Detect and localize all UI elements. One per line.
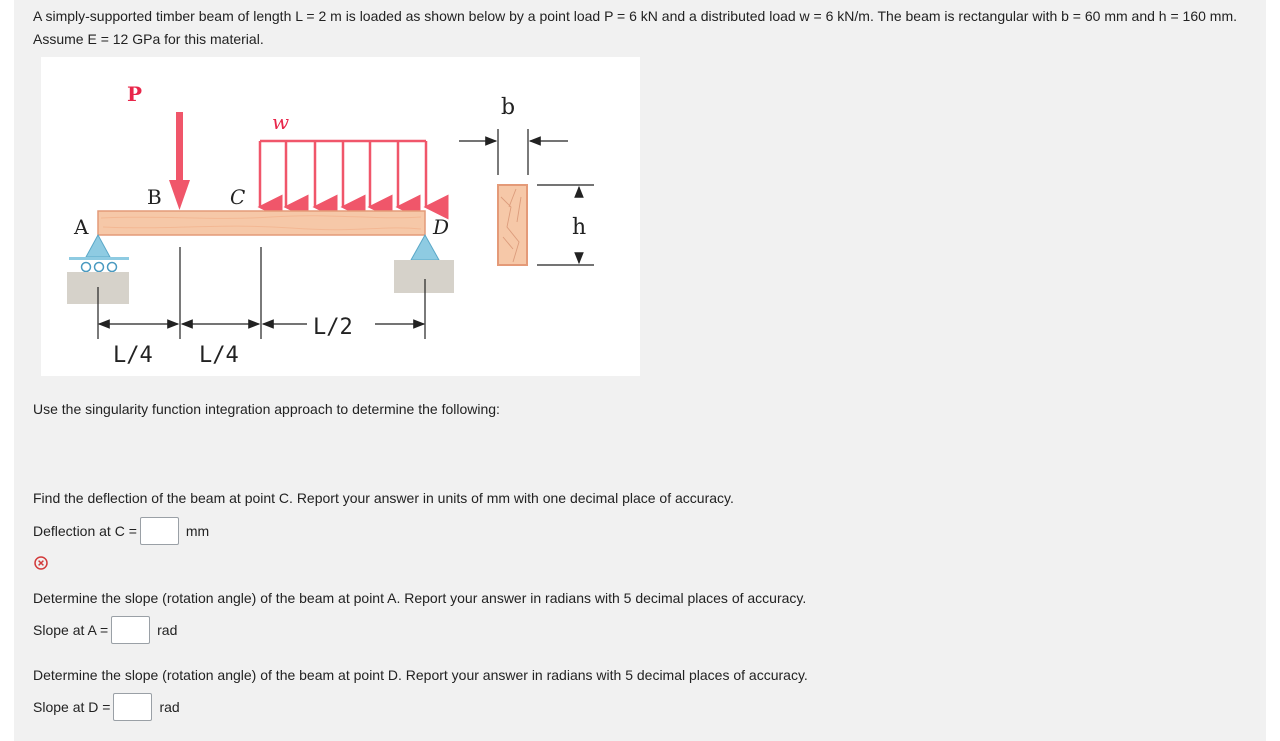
dimension-lines: [98, 247, 425, 339]
timber-beam: [98, 211, 425, 235]
label-h: h: [572, 215, 587, 240]
label-b: b: [501, 95, 516, 120]
label-P: P: [127, 82, 143, 106]
slope-a-input[interactable]: [111, 616, 150, 644]
label-B: B: [147, 185, 162, 209]
dim-label-AB: L/4: [113, 343, 153, 368]
instruction-text: Use the singularity function integration approach to determine the following:: [33, 401, 500, 417]
point-load-arrow: [169, 112, 190, 210]
beam-figure: [41, 57, 640, 376]
part1-label: Deflection at C =: [33, 523, 137, 539]
part2-unit: rad: [157, 622, 178, 638]
part3-unit: rad: [159, 699, 180, 715]
part2-prompt: Determine the slope (rotation angle) of the beam at point A. Report your answer in radians with 5 decimal places of accuracy.: [33, 590, 807, 606]
part3-answer-row: [33, 691, 180, 723]
dim-label-BC: L/4: [199, 343, 239, 368]
dim-label-CD: L/2: [313, 315, 353, 340]
part3-prompt: Determine the slope (rotation angle) of the beam at point D. Report your answer in radians with 5 decimal places of accuracy.: [33, 667, 808, 683]
label-w: w: [272, 110, 290, 134]
part3-label: Slope at D =: [33, 699, 111, 715]
part2-answer-row: [33, 614, 177, 646]
label-A: A: [74, 215, 89, 239]
beam-diagram: [41, 57, 640, 376]
cross-section: [498, 185, 527, 265]
deflection-c-input[interactable]: [140, 517, 179, 545]
distributed-load: [260, 141, 426, 207]
width-dimension: [459, 129, 568, 175]
problem-statement: A simply-supported timber beam of length L = 2 m is loaded as shown below by a point load P = 6 kN and a distributed load w = 6 kN/m. The beam is rectangular with b = 60 mm and h = 160 mm. Assume E = 12 GPa for this material.: [33, 8, 1237, 47]
part1-unit: mm: [185, 523, 210, 539]
support-D: [394, 235, 454, 293]
part1-answer-row: [33, 515, 209, 547]
label-D: D: [433, 215, 450, 239]
incorrect-icon: [34, 556, 48, 570]
part2-label: Slope at A =: [33, 622, 109, 638]
slope-d-input[interactable]: [113, 693, 152, 721]
part1-prompt: Find the deflection of the beam at point C. Report your answer in units of mm with one decimal place of accuracy.: [33, 490, 734, 506]
label-C: C: [230, 185, 246, 209]
